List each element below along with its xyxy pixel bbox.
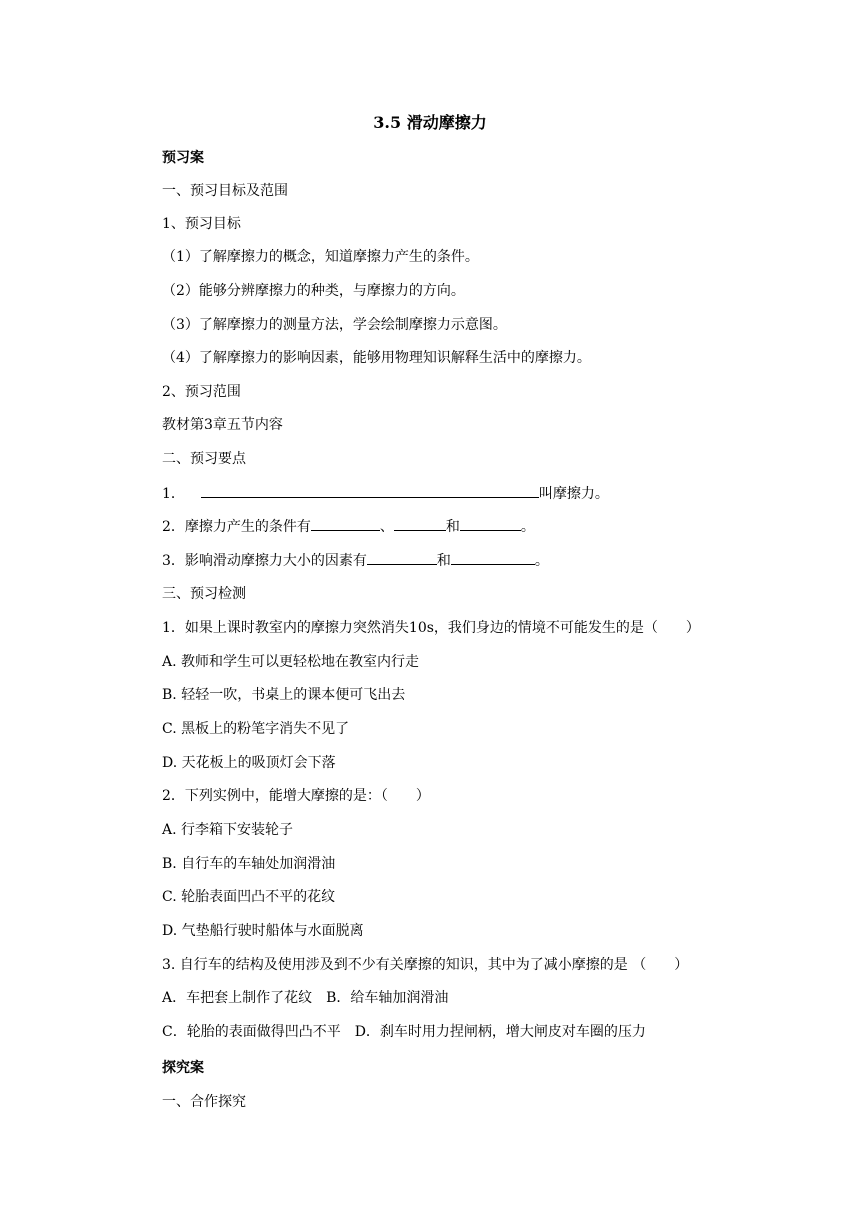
goal-item-1: （1）了解摩擦力的概念，知道摩擦力产生的条件。: [162, 249, 479, 265]
key-point-1: [162, 483, 609, 504]
question-2-option-b: B. 自行车的车轴处加润滑油: [162, 856, 336, 872]
preview-heading: 预习案: [162, 150, 204, 166]
range-heading: 2、预习范围: [162, 384, 241, 400]
key-point-3-prefix: 3．影响滑动摩擦力大小的因素有: [162, 553, 367, 569]
goal-item-4: （4）了解摩擦力的影响因素，能够用物理知识解释生活中的摩擦力。: [162, 350, 591, 366]
key-point-2-prefix: 2．摩擦力产生的条件有: [162, 519, 311, 535]
section-heading-goals-range: 一、预习目标及范围: [162, 183, 288, 199]
key-point-2-sep2: 和: [445, 519, 460, 535]
fill-blank-condition-2[interactable]: [394, 516, 446, 531]
key-point-1-prefix: 1．: [162, 486, 185, 502]
section-heading-key-points: 二、预习要点: [162, 451, 246, 467]
question-2-option-a: A. 行李箱下安装轮子: [162, 822, 294, 838]
range-text: 教材第3章五节内容: [162, 417, 283, 433]
key-point-1-suffix: 叫摩擦力。: [538, 486, 609, 502]
section-heading-self-check: 三、预习检测: [162, 586, 246, 602]
section-heading-cooperative-inquiry: 一、合作探究: [162, 1094, 246, 1110]
question-1-option-a: A. 教师和学生可以更轻松地在教室内行走: [162, 654, 420, 670]
key-point-2-suffix: 。: [520, 519, 535, 535]
question-3-options-cd: C．轮胎的表面做得凹凸不平 D．刹车时用力捏闸柄，增大闸皮对车圈的压力: [162, 1024, 646, 1040]
question-2-option-d: D. 气垫船行驶时船体与水面脱离: [162, 923, 364, 939]
question-1-option-d: D. 天花板上的吸顶灯会下落: [162, 755, 336, 771]
fill-blank-factor-1[interactable]: [367, 550, 437, 565]
question-1-option-b: B. 轻轻一吹，书桌上的课本便可飞出去: [162, 687, 406, 703]
goal-item-2: （2）能够分辨摩擦力的种类，与摩擦力的方向。: [162, 283, 465, 299]
goals-heading: 1、预习目标: [162, 216, 241, 232]
goal-item-3: （3）了解摩擦力的测量方法，学会绘制摩擦力示意图。: [162, 317, 507, 333]
fill-blank-condition-3[interactable]: [460, 516, 521, 531]
fill-blank-definition[interactable]: [201, 483, 539, 498]
key-point-3-sep: 和: [436, 553, 451, 569]
key-point-2-sep1: 、: [379, 519, 394, 535]
key-point-2: [162, 516, 535, 537]
page-title: 3.5 滑动摩擦力: [373, 113, 487, 132]
key-point-3: [162, 550, 549, 571]
fill-blank-factor-2[interactable]: [451, 550, 535, 565]
question-3-stem: 3. 自行车的结构及使用涉及到不少有关摩擦的知识，其中为了减小摩擦的是 （ ）: [162, 957, 689, 973]
question-2-stem: 2．下列实例中，能增大摩擦的是：（ ）: [162, 788, 430, 804]
question-1-stem: 1．如果上课时教室内的摩擦力突然消失10s，我们身边的情境不可能发生的是（ ）: [162, 620, 700, 636]
question-2-option-c: C. 轮胎表面凹凸不平的花纹: [162, 889, 336, 905]
question-1-option-c: C. 黑板上的粉笔字消失不见了: [162, 721, 350, 737]
question-3-options-ab: A．车把套上制作了花纹 B．给车轴加润滑油: [162, 990, 449, 1006]
fill-blank-condition-1[interactable]: [311, 516, 380, 531]
explore-heading: 探究案: [162, 1060, 204, 1076]
key-point-3-suffix: 。: [534, 553, 549, 569]
